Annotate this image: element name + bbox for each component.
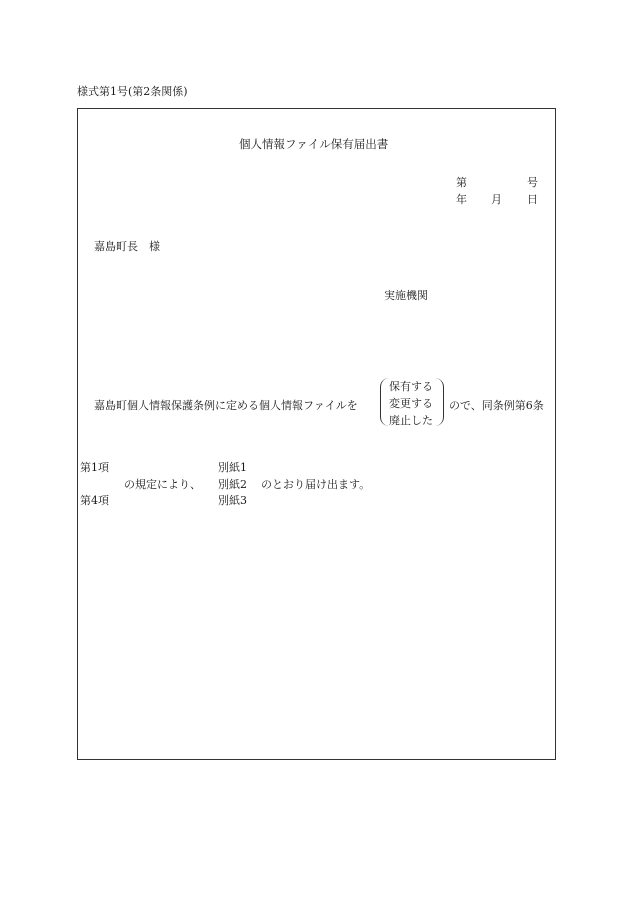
addressee: 嘉島町長 様 xyxy=(94,240,160,253)
number-prefix: 第 xyxy=(456,176,467,189)
agency-label: 実施機関 xyxy=(384,289,428,302)
option-hold: 保有する xyxy=(389,380,433,393)
form-frame xyxy=(77,108,556,760)
date-day-label: 日 xyxy=(527,193,538,206)
form-number-label: 様式第1号(第2条関係) xyxy=(77,85,188,98)
clause-paragraph-1: 第1項 xyxy=(80,461,109,474)
date-year-label: 年 xyxy=(456,193,467,206)
attachment-1: 別紙1 xyxy=(218,461,247,474)
option-change: 変更する xyxy=(389,397,433,410)
clause-paragraph-4: 第4項 xyxy=(80,494,109,507)
clause-middle-text: の規定により、 xyxy=(124,478,201,491)
body-text-after: ので、同条例第6条 xyxy=(449,399,544,412)
date-month-label: 月 xyxy=(491,193,502,206)
document-title: 個人情報ファイル保有届出書 xyxy=(239,137,389,151)
number-suffix: 号 xyxy=(527,176,538,189)
option-abolish: 廃止した xyxy=(389,414,433,427)
attachment-3: 別紙3 xyxy=(218,494,247,507)
attachment-2: 別紙2 xyxy=(218,478,247,491)
body-text-before: 嘉島町個人情報保護条例に定める個人情報ファイルを xyxy=(94,399,358,412)
closing-text: のとおり届け出ます。 xyxy=(261,478,371,491)
